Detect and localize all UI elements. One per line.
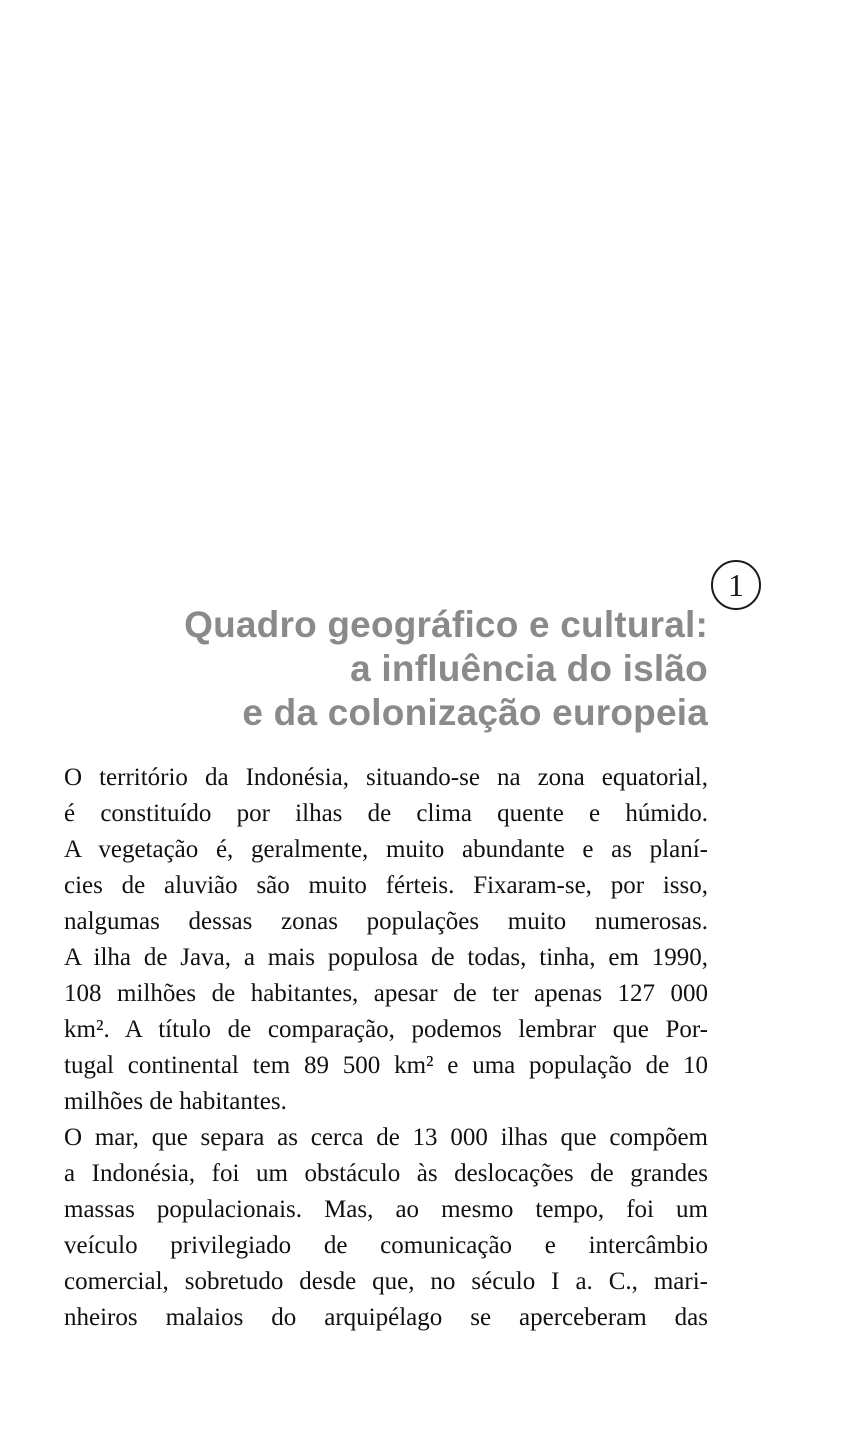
text-line: massas populacionais. Mas, ao mesmo tempo, foi um <box>64 1196 708 1223</box>
text-line: km². A título de comparação, podemos lembrar que Por- <box>64 1016 708 1043</box>
chapter-title-line: a influência do islão <box>350 648 708 689</box>
text-line: A vegetação é, geralmente, muito abundante e as planí- <box>64 836 708 863</box>
text-line: 108 milhões de habitantes, apesar de ter apenas 127 000 <box>64 980 708 1007</box>
text-line: A ilha de Java, a mais populosa de todas, tinha, em 1990, <box>64 944 708 971</box>
paragraph <box>64 1120 708 1336</box>
text-line: comercial, sobretudo desde que, no século I a. C., mari- <box>64 1268 708 1295</box>
chapter-title <box>184 603 708 735</box>
text-line: tugal continental tem 89 500 km² e uma população de 10 <box>64 1052 708 1079</box>
chapter-title-line: Quadro geográfico e cultural: <box>184 604 708 645</box>
text-line: nheiros malaios do arquipélago se aperceberam das <box>64 1304 708 1331</box>
chapter-number-badge: 1 <box>711 560 761 610</box>
text-line: a Indonésia, foi um obstáculo às deslocações de grandes <box>64 1160 708 1187</box>
text-line: nalgumas dessas zonas populações muito numerosas. <box>64 908 708 935</box>
body-text <box>64 760 708 1336</box>
text-line: O mar, que separa as cerca de 13 000 ilhas que compõem <box>64 1124 708 1151</box>
chapter-title-line: e da colonização europeia <box>242 692 708 733</box>
text-line: é constituído por ilhas de clima quente e húmido. <box>64 800 708 827</box>
text-line: veículo privilegiado de comunicação e intercâmbio <box>64 1232 708 1259</box>
paragraph <box>64 760 708 1120</box>
text-line: cies de aluvião são muito férteis. Fixaram-se, por isso, <box>64 872 708 899</box>
text-line: O território da Indonésia, situando-se na zona equatorial, <box>64 764 708 791</box>
text-line: milhões de habitantes. <box>64 1088 287 1115</box>
